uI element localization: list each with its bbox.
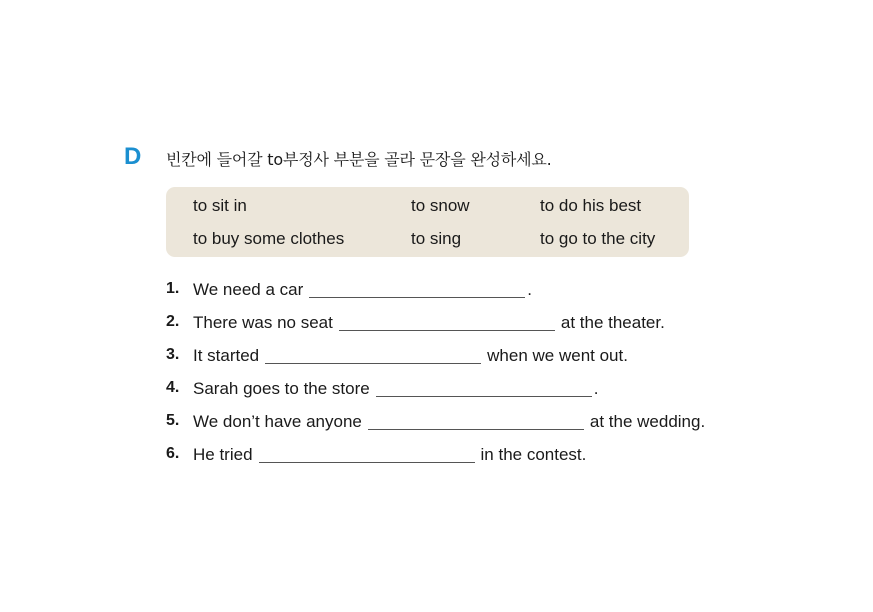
question-text-before: We need a car xyxy=(193,280,304,299)
question-item xyxy=(166,344,766,377)
word-bank xyxy=(166,187,689,257)
question-item xyxy=(166,311,766,344)
question-item xyxy=(166,410,766,443)
word-option: to sing xyxy=(411,229,462,248)
question-text-after: in the contest. xyxy=(480,445,587,464)
instruction-text: 빈칸에 들어갈 to부정사 부분을 골라 문장을 완성하세요. xyxy=(166,150,552,169)
question-text-before: There was no seat xyxy=(193,313,333,332)
question-text-before: Sarah goes to the store xyxy=(193,379,370,398)
question-number: 4. xyxy=(166,379,180,396)
answer-blank[interactable] xyxy=(339,314,555,331)
section-letter: D xyxy=(124,143,142,170)
answer-blank[interactable] xyxy=(376,380,592,397)
question-text-before: He tried xyxy=(193,445,253,464)
answer-blank[interactable] xyxy=(265,347,481,364)
word-option: to buy some clothes xyxy=(193,229,345,248)
question-item xyxy=(166,443,766,476)
question-list xyxy=(166,278,766,476)
question-number: 2. xyxy=(166,313,180,330)
answer-blank[interactable] xyxy=(309,281,525,298)
question-number: 6. xyxy=(166,445,180,462)
word-option: to sit in xyxy=(193,196,247,215)
question-item xyxy=(166,278,766,311)
answer-blank[interactable] xyxy=(259,446,475,463)
question-text-after: . xyxy=(593,379,599,398)
question-number: 1. xyxy=(166,280,180,297)
question-number: 3. xyxy=(166,346,180,363)
question-number: 5. xyxy=(166,412,180,429)
answer-blank[interactable] xyxy=(368,413,584,430)
question-text-before: We don’t have anyone xyxy=(193,412,362,431)
question-text-after: when we went out. xyxy=(487,346,628,365)
question-text-after: . xyxy=(527,280,532,299)
word-option: to go to the city xyxy=(540,229,656,248)
question-item xyxy=(166,377,766,410)
question-text-after: at the wedding. xyxy=(589,412,706,431)
question-text-after: at the theater. xyxy=(560,313,665,332)
word-option: to do his best xyxy=(540,196,642,215)
word-option: to snow xyxy=(411,196,470,215)
question-text-before: It started xyxy=(193,346,260,365)
